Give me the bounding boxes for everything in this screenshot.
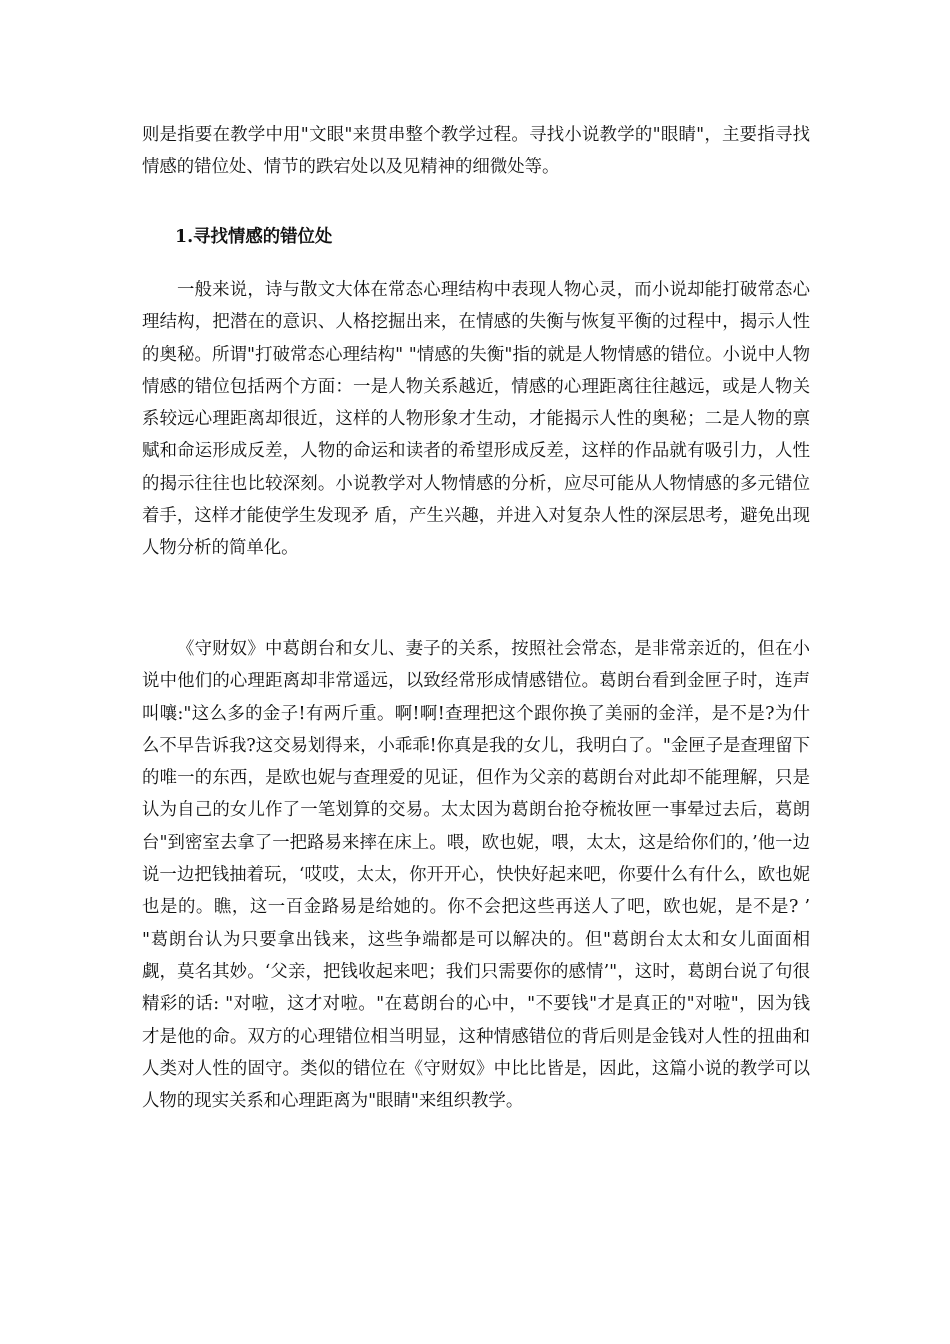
paragraph-miser-example: 《守财奴》中葛朗台和女儿、妻子的关系，按照社会常态，是非常亲近的，但在小说中他们的心理距离却非常遥远，以致经常形成情感错位。葛朗台看到金匣子时，连声叫嚷:"这么多的金子!有两斤重。啊!啊!查理把这个跟你换了美丽的金洋，是不是?为什么不早告诉我?这交易划得来，小乖乖!你真是我的女儿，我明白了。"金匣子是查理留下的唯一的东西，是欧也妮与查理爱的见证，但作为父亲的葛朗台对此却不能理解，只是认为自己的女儿作了一笔划算的交易。太太因为葛朗台抢夺梳妆匣一事晕过去后，葛朗台"到密室去拿了一把路易来摔在床上。喂，欧也妮，喂，太太，这是给你们的，’他一边说一边把钱抽着玩，‘哎哎，太太，你开开心，快快好起来吧，你要什么有什么，欧也妮也是的。瞧，这一百金路易是给她的。你不会把这些再送人了吧，欧也妮，是不是? ’ "葛朗台认为只要拿出钱来，这些争端都是可以解决的。但"葛朗台太太和女儿面面相觑，莫名其妙。‘父亲，把钱收起来吧；我们只需要你的感情’"，这时，葛朗台说了句很精彩的话: "对啦，这才对啦。"在葛朗台的心中，"不要钱"才是真正的"对啦"，因为钱才是他的命。双方的心理错位相当明显，这种情感错位的背后则是金钱对人性的扭曲和人类对人性的固守。类似的错位在《守财奴》中比比皆是，因此，这篇小说的教学可以人物的现实关系和心理距离为"眼睛"来组织教学。 — [142, 639, 816, 1112]
paragraph-emotion-dislocation: 一般来说，诗与散文大体在常态心理结构中表现人物心灵，而小说却能打破常态心理结构，把潜在的意识、人格挖掘出来，在情感的失衡与恢复平衡的过程中，揭示人性的奥秘。所谓"打破常态心理结构" "情感的失衡"指的就是人物情感的错位。小说中人物情感的错位包括两个方面：一是人物关系越近，情感的心理距离往往越远，或是人物关系较远心理距离却很近，这样的人物形象才生动，才能揭示人性的奥秘；二是人物的禀赋和命运形成反差，人物的命运和读者的希望形成反差，这样的作品就有吸引力，人性的揭示往往也比较深刻。小说教学对人物情感的分析，应尽可能从人物情感的多元错位着手，这样才能使学生发现矛 盾，产生兴趣，并进入对复杂人性的深层思考，避免出现人物分析的简单化。 — [142, 280, 810, 559]
paragraph-intro: 则是指要在教学中用"文眼"来贯串整个教学过程。寻找小说教学的"眼睛"，主要指寻找情感的错位处、情节的跌宕处以及见精神的细微处等。 — [142, 125, 810, 178]
section-heading: 1.寻找情感的错位处 — [175, 227, 333, 247]
